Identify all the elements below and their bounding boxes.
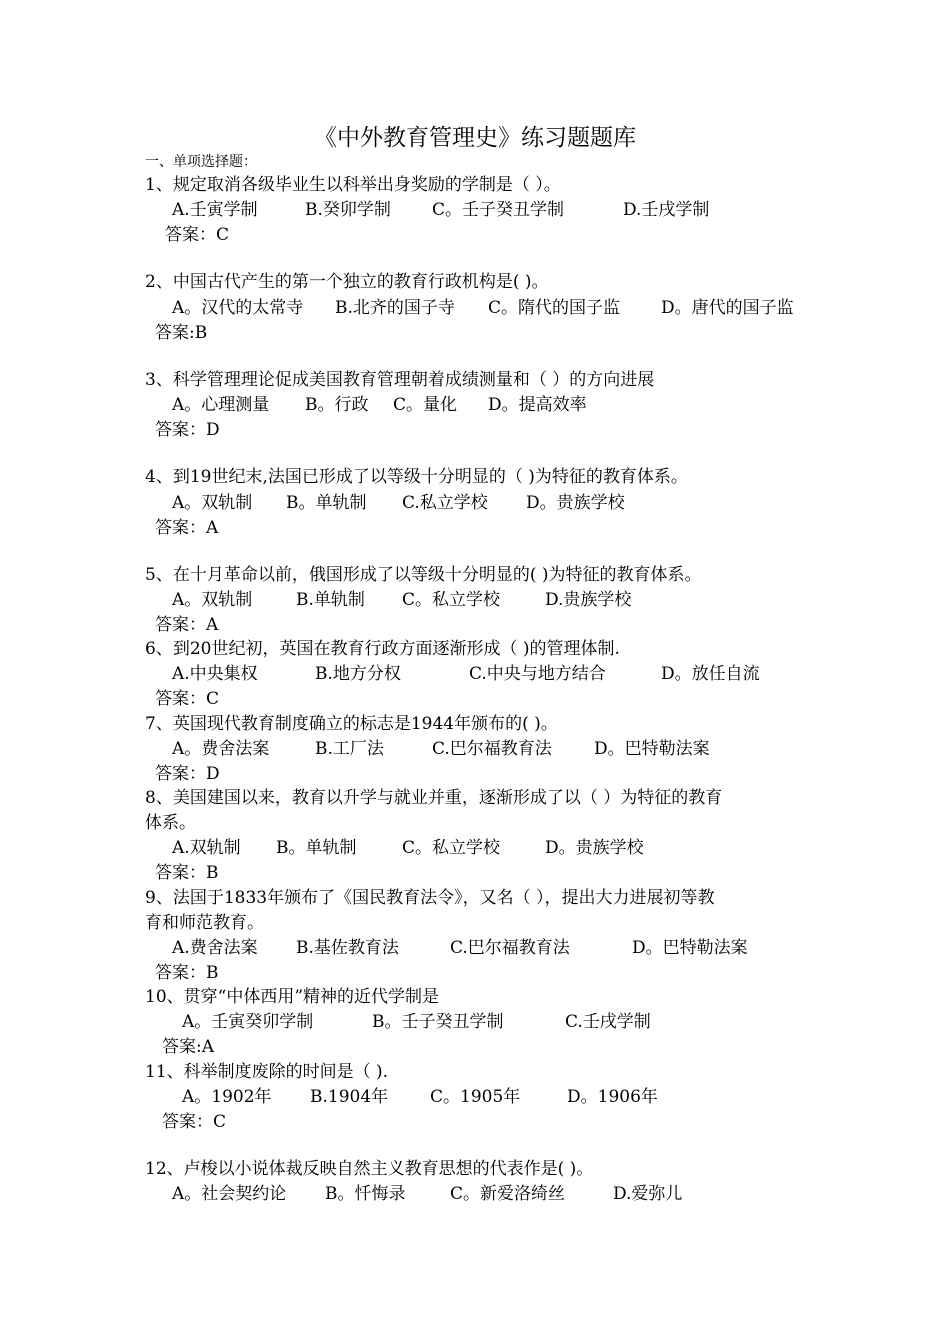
option-b: B.地方分权 [315,664,401,684]
answer-line: 答案:B [155,323,208,343]
question-stem: 8、美国建国以来，教育以升学与就业并重，逐渐形成了以（ ）为特征的教育 [145,788,723,808]
option-a: A。社会契约论 [172,1184,287,1204]
option-c: C。私立学校 [402,838,501,858]
option-d: D。贵族学校 [545,838,644,858]
question-stem: 2、中国古代产生的第一个独立的教育行政机构是( )。 [145,272,549,292]
answer-line: 答案：B [155,863,219,883]
option-b: B.1904年 [310,1087,389,1107]
question-stem: 4、到19世纪末,法国已形成了以等级十分明显的（ )为特征的教育体系。 [145,467,688,487]
option-d: D.爱弥儿 [613,1184,683,1204]
option-d: D.壬戌学制 [623,200,710,220]
option-a: A。1902年 [182,1087,272,1107]
option-a: A。双轨制 [172,493,253,513]
answer-line: 答案：C [162,1112,227,1132]
answer-line: 答案：D [155,764,220,784]
answer-line: 答案：D [155,420,220,440]
answer-line: 答案：A [155,518,219,538]
option-d: D。放任自流 [661,664,760,684]
question-stem: 12、卢梭以小说体裁反映自然主义教育思想的代表作是( )。 [145,1159,594,1179]
option-d: D.贵族学校 [545,590,632,610]
option-c: C.壬戌学制 [565,1012,651,1032]
option-c: C。私立学校 [402,590,501,610]
option-b: B。忏悔录 [325,1184,406,1204]
option-b: B。单轨制 [276,838,357,858]
option-a: A.费舍法案 [172,938,258,958]
option-d: D。1906年 [567,1087,658,1107]
option-c: C。1905年 [430,1087,521,1107]
option-c: C。新爱洛绮丝 [450,1184,566,1204]
option-a: A。壬寅癸卯学制 [182,1012,314,1032]
section-heading: 一、单项选择题： [145,154,257,170]
question-stem: 体系。 [145,813,196,833]
option-a: A。费舍法案 [172,739,270,759]
question-stem: 9、法国于1833年颁布了《国民教育法令》，又名（ ），提出大力进展初等教 [145,888,715,908]
option-a: A。心理测量 [172,395,270,415]
option-c: C.巴尔福教育法 [432,739,552,759]
option-d: D。提高效率 [488,395,587,415]
question-stem: 6、到20世纪初，英国在教育行政方面逐渐形成（ )的管理体制. [145,639,620,659]
option-b: B.北齐的国子寺 [335,298,455,318]
question-stem: 7、英国现代教育制度确立的标志是1944年颁布的( )。 [145,714,558,734]
answer-line: 答案:A [162,1037,215,1057]
answer-line: 答案：A [155,615,219,635]
answer-line: 答案：C [155,689,220,709]
question-stem: 3、科学管理理论促成美国教育管理朝着成绩测量和（ ）的方向进展 [145,370,655,390]
question-stem: 5、在十月革命以前，俄国形成了以等级十分明显的( )为特征的教育体系。 [145,565,702,585]
option-a: A.中央集权 [172,664,258,684]
option-d: D。唐代的国子监 [661,298,794,318]
option-d: D。贵族学校 [526,493,625,513]
option-b: B.工厂法 [315,739,384,759]
option-c: C。壬子癸丑学制 [432,200,565,220]
question-stem: 育和师范教育。 [145,913,264,933]
option-a: A.壬寅学制 [172,200,258,220]
question-stem: 11、科举制度废除的时间是（ ). [145,1062,389,1082]
option-c: C.中央与地方结合 [469,664,606,684]
option-c: C.私立学校 [402,493,488,513]
option-b: B。单轨制 [286,493,367,513]
option-d: D。巴特勒法案 [632,938,748,958]
option-b: B.基佐教育法 [296,938,399,958]
option-b: B。壬子癸丑学制 [372,1012,504,1032]
option-b: B.单轨制 [296,590,365,610]
document-title: 《中外教育管理史》练习题题库 [314,125,636,151]
answer-line: 答案：C [165,225,230,245]
option-a: A.双轨制 [172,838,241,858]
question-stem: 10、贯穿“中体西用”精神的近代学制是 [145,987,440,1007]
option-c: C。隋代的国子监 [488,298,621,318]
question-stem: 1、规定取消各级毕业生以科举出身奖励的学制是（ ）。 [145,175,561,195]
option-b: B.癸卯学制 [305,200,391,220]
option-c: C.巴尔福教育法 [450,938,570,958]
option-d: D。巴特勒法案 [594,739,710,759]
option-a: A。汉代的太常寺 [172,298,304,318]
answer-line: 答案：B [155,963,219,983]
option-b: B。行政 [305,395,369,415]
option-a: A。双轨制 [172,590,253,610]
option-c: C。量化 [393,395,458,415]
